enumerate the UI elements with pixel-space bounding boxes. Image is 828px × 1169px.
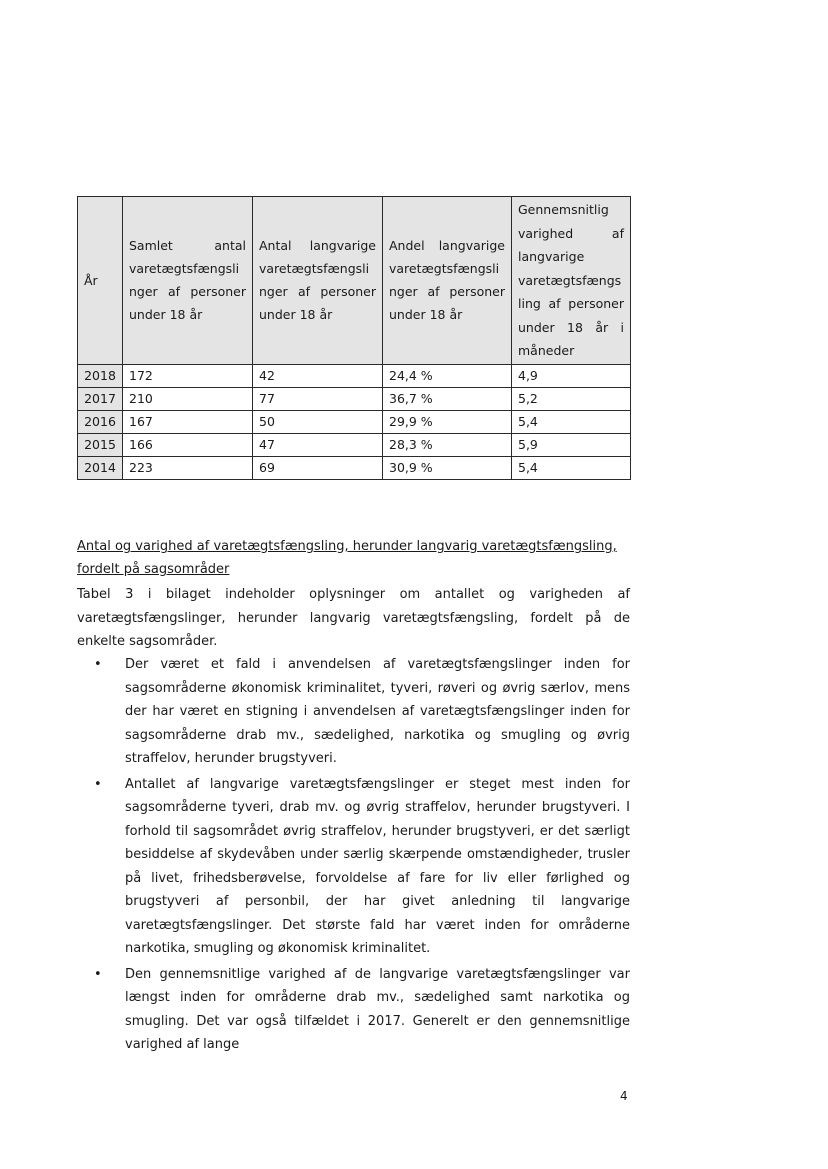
intro-paragraph: Tabel 3 i bilaget indeholder oplysninger om antallet og varigheden af varetægtsfængslinger, herunder langvarig varetægtsfængsling, fordelt på de enkelte sagsområder. — [77, 587, 630, 649]
cell-average-duration: 4,9 — [512, 364, 631, 387]
bullet-icon: • — [94, 657, 102, 672]
cell-total: 210 — [123, 387, 253, 410]
cell-year: 2018 — [78, 364, 123, 387]
cell-long-count: 42 — [253, 364, 383, 387]
table-row — [78, 387, 631, 410]
cell-year: 2015 — [78, 433, 123, 456]
cell-long-share: 36,7 % — [383, 387, 512, 410]
cell-average-duration: 5,4 — [512, 456, 631, 479]
cell-long-count: 47 — [253, 433, 383, 456]
table-row — [78, 433, 631, 456]
cell-average-duration: 5,4 — [512, 410, 631, 433]
cell-year: 2016 — [78, 410, 123, 433]
cell-total: 223 — [123, 456, 253, 479]
cell-long-count: 77 — [253, 387, 383, 410]
cell-total: 172 — [123, 364, 253, 387]
table-row — [78, 364, 631, 387]
cell-long-share: 24,4 % — [383, 364, 512, 387]
bullet-icon: • — [94, 776, 102, 792]
cell-long-count: 50 — [253, 410, 383, 433]
bullet-list — [77, 653, 630, 1059]
cell-year: 2017 — [78, 387, 123, 410]
cell-total: 167 — [123, 410, 253, 433]
header-long-custody-count: Antal langvarige varetægtsfængsli nger af personer under 18 år — [253, 197, 383, 365]
list-item — [77, 653, 630, 771]
cell-average-duration: 5,2 — [512, 387, 631, 410]
cell-long-share: 29,9 % — [383, 410, 512, 433]
cell-total: 166 — [123, 433, 253, 456]
section-heading: Antal og varighed af varetægtsfængsling, herunder langvarig varetægtsfængsling, fordelt på sagsområder — [77, 539, 617, 577]
page-number: 4 — [620, 1089, 628, 1103]
cell-long-share: 30,9 % — [383, 456, 512, 479]
header-year: År — [78, 197, 123, 365]
header-total-custody: Samlet antal varetægtsfængsli nger af personer under 18 år — [123, 197, 253, 365]
cell-year: 2014 — [78, 456, 123, 479]
table-row — [78, 456, 631, 479]
list-item-text: Den gennemsnitlige varighed af de langvarige varetægtsfængslinger var længst inden for områderne drab mv., sædelighed samt narkotika og smugling. Det var også tilfældet i 2017. Generelt er den gennemsnitlige varighed af lange — [125, 966, 630, 1052]
list-item-text: Antallet af langvarige varetægtsfængslinger er steget mest inden for sagsområderne tyveri, drab mv. og øvrig straffelov, herunder brugstyveri. I forhold til sagsområdet øvrig straffelov, herunder brugstyveri, er det særligt besiddelse af skydevåben under særlig skærpende omstændigheder, trusler på livet, frihedsberøvelse, forvoldelse af fare for liv eller førlighed og brugstyveri af personbil, der har givet anledning til langvarige varetægtsfængslinger. Det største fald har været inden for områderne narkotika, smugling og økonomisk kriminalitet. — [125, 776, 630, 956]
cell-average-duration: 5,9 — [512, 433, 631, 456]
statistics-table — [77, 196, 631, 480]
table-header-row — [78, 197, 631, 365]
cell-long-count: 69 — [253, 456, 383, 479]
table-row — [78, 410, 631, 433]
header-average-duration: Gennemsnitlig varighed af langvarige varetægtsfængs ling af personer under 18 år i måneder — [512, 197, 631, 365]
list-item-text: Der været et fald i anvendelsen af varetægtsfængslinger inden for sagsområderne økonomisk kriminalitet, tyveri, røveri og øvrig særlov, mens der har været en stigning i anvendelsen af varetægtsfængslinger inden for sagsområderne drab mv., sædelighed, narkotika og smugling og øvrig straffelov, herunder brugstyveri. — [125, 657, 630, 766]
bullet-icon: • — [94, 966, 102, 982]
header-long-custody-share: Andel langvarige varetægtsfængsli nger af personer under 18 år — [383, 197, 512, 365]
list-item — [77, 963, 630, 1057]
cell-long-share: 28,3 % — [383, 433, 512, 456]
list-item — [77, 773, 630, 961]
